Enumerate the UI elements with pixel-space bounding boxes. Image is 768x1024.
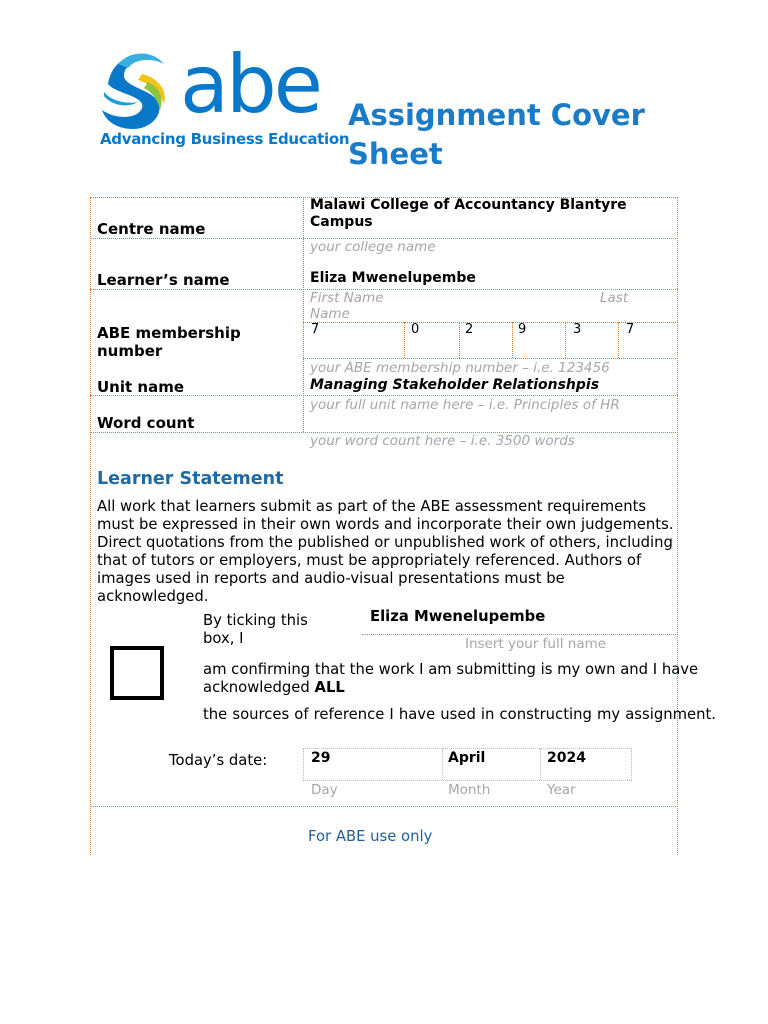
date-year-hint: Year [547, 782, 576, 798]
date-box-divider [442, 748, 443, 780]
membership-digit[interactable]: 0 [411, 322, 420, 337]
page-title: Assignment Cover Sheet [348, 98, 645, 171]
table-border-right [677, 197, 678, 855]
table-divider [303, 358, 678, 359]
membership-digit[interactable]: 3 [573, 322, 582, 337]
word-count-label: Word count [97, 414, 195, 432]
tick-intro-text: By ticking this box, I [203, 612, 308, 647]
digit-divider [512, 322, 513, 358]
date-box-top [303, 748, 632, 749]
date-month-hint: Month [448, 782, 491, 798]
word-count-hint: your word count here – i.e. 3500 words [310, 433, 575, 449]
learner-name-hint: Name [310, 306, 350, 322]
digit-divider [459, 322, 460, 358]
confirm-emphasis: ALL [314, 679, 345, 696]
membership-digit[interactable]: 9 [518, 322, 527, 337]
full-name-field[interactable]: Eliza Mwenelupembe [370, 608, 546, 625]
logo-wordmark: abe [180, 38, 321, 131]
centre-name-label: Centre name [97, 220, 206, 238]
date-box-edge [631, 748, 632, 780]
table-divider [303, 322, 678, 323]
learner-statement-body: All work that learners submit as part of the ABE assessment requirements must be expressed in their own words and incorporate their own judgements. Direct quotations from the published or unpublished work of others, including that of tutors or employers, must be appropriately referenced. Authors of images used in reports and audio-visual presentations must be acknowledged. [97, 498, 674, 605]
digit-divider [618, 322, 619, 358]
membership-digit[interactable]: 7 [311, 322, 320, 337]
abe-use-only-label: For ABE use only [308, 828, 433, 845]
table-column-divider [303, 197, 304, 432]
table-divider [90, 806, 678, 807]
date-day-hint: Day [311, 782, 338, 798]
membership-digit[interactable]: 2 [465, 322, 474, 337]
full-name-hint: Insert your full name [465, 636, 607, 652]
date-box-edge [303, 748, 304, 780]
unit-name-field[interactable]: Managing Stakeholder Relationshpis [310, 377, 600, 393]
digit-divider [565, 322, 566, 358]
confirm-statement [203, 661, 718, 697]
learner-statement-heading: Learner Statement [97, 469, 284, 489]
date-box-divider [540, 748, 541, 780]
learner-name-field[interactable]: Eliza Mwenelupembe [310, 270, 476, 286]
membership-number-label: ABE membership number [97, 324, 241, 360]
table-border-left [90, 197, 91, 855]
digit-divider [404, 322, 405, 358]
date-box-bottom [303, 780, 632, 781]
centre-name-field[interactable]: Malawi College of Accountancy Blantyre Campus [310, 197, 627, 230]
date-label: Today’s date: [169, 752, 268, 769]
sources-statement: the sources of reference I have used in constructing my assignment. [203, 706, 716, 723]
learner-first-name-hint: First Name [310, 290, 384, 306]
learner-last-name-hint: Last [600, 290, 629, 306]
date-day-field[interactable]: 29 [311, 750, 331, 766]
learner-name-label: Learner’s name [97, 271, 230, 289]
unit-name-hint: your full unit name here – i.e. Principles of HR [310, 397, 620, 413]
centre-name-hint: your college name [310, 239, 436, 255]
table-divider [90, 289, 678, 290]
date-month-field[interactable]: April [448, 750, 486, 766]
unit-name-label: Unit name [97, 378, 184, 396]
confirm-text: am confirming that the work I am submitting is my own and I have acknowledged [203, 661, 699, 696]
membership-number-hint: your ABE membership number – i.e. 123456 [310, 360, 610, 376]
membership-digit[interactable]: 7 [626, 322, 635, 337]
date-year-field[interactable]: 2024 [547, 750, 586, 766]
logo-tagline: Advancing Business Education [100, 130, 350, 148]
full-name-underline [362, 634, 676, 635]
confirmation-checkbox[interactable] [110, 646, 164, 700]
